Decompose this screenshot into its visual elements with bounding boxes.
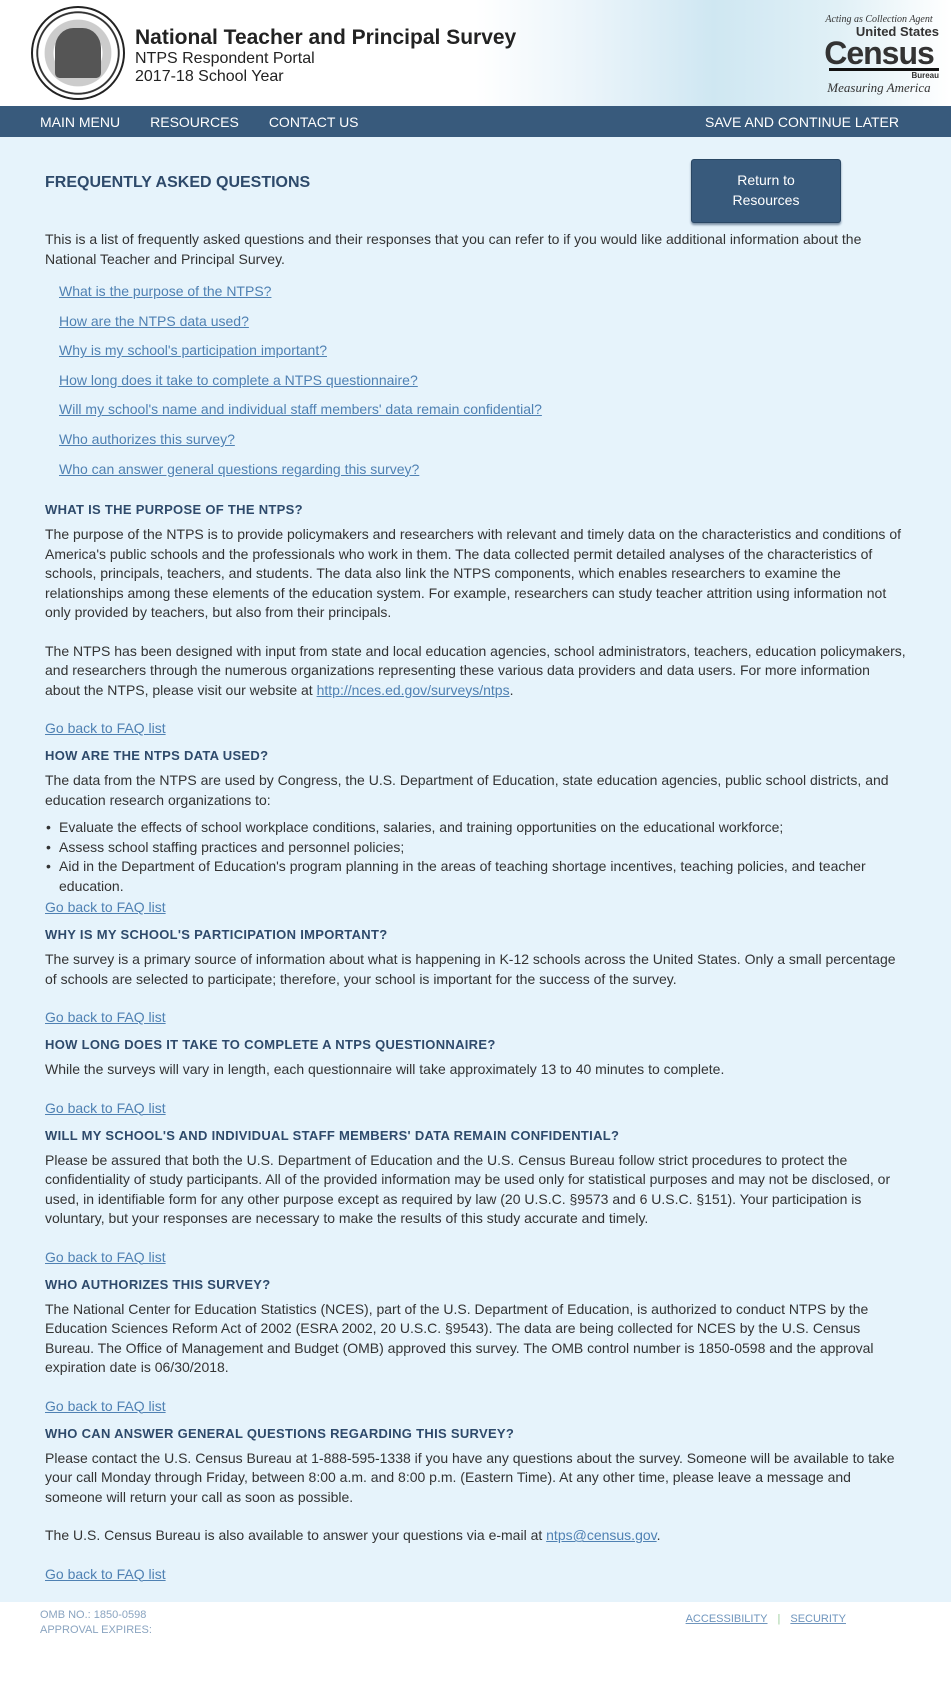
faq-link-purpose[interactable]: What is the purpose of the NTPS? — [59, 283, 272, 299]
section-text: Please be assured that both the U.S. Department of Education and the U.S. Census Bureau follow strict procedures to protect the confidentiality of study participants. All of the provided information may be used only for statistical purposes and may not be disclosed, or used, in identifiable form for any other purpose except as required by law (20 U.S.C. §9573 and 6 U.S.C. §151). Your participation is voluntary, but your responses are necessary to make the results of this study accurate and timely. — [45, 1151, 891, 1227]
omb-number: OMB NO.: 1850-0598 — [40, 1608, 147, 1621]
footer — [0, 1602, 951, 1648]
ntps-website-link[interactable]: http://nces.ed.gov/surveys/ntps — [316, 681, 510, 698]
back-to-faq-link[interactable]: Go back to FAQ list — [45, 1565, 166, 1582]
header — [0, 0, 951, 106]
return-to-resources-button[interactable] — [691, 159, 841, 223]
faq-list — [45, 277, 906, 484]
save-and-continue-later-link[interactable]: SAVE AND CONTINUE LATER — [705, 113, 899, 130]
site-subtitle: NTPS Respondent Portal — [135, 50, 315, 67]
faq-link-participation[interactable]: Why is my school's participation important? — [59, 342, 327, 359]
section-text: Please contact the U.S. Census Bureau at 1-888-595-1338 if you have any questions about the survey. Someone will be available to take your call Monday through Friday, between 8:00 a.m. and 8:00 p.m. (Eastern Time). At any other time, please leave a message and someone will return your call as soon as possible. — [45, 1449, 895, 1505]
section-text: The purpose of the NTPS is to provide policymakers and researchers with relevant and timely data on the characteristics and conditions of America's public schools and the professionals who work in them. The data collected permit detailed analyses of the characteristics of schools, principals, teachers, and students. The data also link the NTPS components, which enables researchers to examine the relationships among these elements of the education system. For example, researchers can study teacher attrition using information not only provided by teachers, but also from their principals. — [45, 526, 901, 621]
button-label-line1: Return to — [737, 172, 795, 188]
back-to-faq-link[interactable]: Go back to FAQ list — [45, 1009, 166, 1026]
logo-measuring-text: Measuring America — [827, 80, 931, 95]
divider: | — [777, 1612, 781, 1625]
text: . — [656, 1527, 661, 1544]
email-link[interactable]: ntps@census.gov — [546, 1527, 657, 1544]
logo-us-text: United States — [855, 24, 939, 39]
intro-text: This is a list of frequently asked questions and their responses that you can refer to if you would like additional information about the National Teacher and Principal Survey. — [45, 231, 862, 267]
section-heading-duration: HOW LONG DOES IT TAKE TO COMPLETE A NTPS QUESTIONNAIRE? — [45, 1037, 496, 1053]
section-heading-authorizes: WHO AUTHORIZES THIS SURVEY? — [45, 1276, 271, 1292]
census-bureau-logo — [819, 14, 939, 96]
approval-expires: APPROVAL EXPIRES: — [40, 1623, 152, 1636]
back-to-faq-link[interactable]: Go back to FAQ list — [45, 1397, 166, 1414]
nav-resources[interactable]: RESOURCES — [150, 113, 239, 130]
site-title: National Teacher and Principal Survey — [135, 26, 517, 49]
back-to-faq-link[interactable]: Go back to FAQ list — [45, 899, 166, 916]
section-heading-purpose: WHAT IS THE PURPOSE OF THE NTPS? — [45, 502, 303, 518]
faq-link-data-used[interactable]: How are the NTPS data used? — [59, 312, 249, 329]
text: The U.S. Census Bureau is also available to answer your questions via e-mail at — [45, 1527, 547, 1544]
list-item: • Aid in the Department of Education's program planning in the areas of teaching shortage incentives, teaching policies, and teacher education. — [59, 857, 906, 896]
faq-link-authorizes[interactable]: Who authorizes this survey? — [59, 430, 235, 447]
nav-main-menu[interactable]: MAIN MENU — [40, 113, 121, 130]
faq-link-confidential[interactable]: Will my school's name and individual staff members' data remain confidential? — [59, 401, 542, 418]
faq-link-duration[interactable]: How long does it take to complete a NTPS questionnaire? — [59, 371, 418, 388]
button-label-line2: Resources — [732, 192, 800, 208]
back-to-faq-link[interactable]: Go back to FAQ list — [45, 1099, 166, 1116]
logo-bureau-text: Bureau — [829, 68, 939, 80]
security-link[interactable]: SECURITY — [790, 1612, 846, 1625]
main-nav — [0, 106, 951, 137]
section-heading-questions: WHO CAN ANSWER GENERAL QUESTIONS REGARDING THIS SURVEY? — [45, 1425, 515, 1441]
uses-list — [45, 818, 906, 896]
text: . — [509, 681, 514, 698]
nav-contact-us[interactable]: CONTACT US — [268, 113, 359, 130]
school-year: 2017-18 School Year — [135, 68, 284, 85]
list-item: • Assess school staffing practices and personnel policies; — [59, 838, 906, 858]
section-text — [45, 1526, 906, 1546]
section-text: While the surveys will vary in length, each questionnaire will take approximately 13 to 40 minutes to complete. — [45, 1061, 725, 1078]
page-title: FREQUENTLY ASKED QUESTIONS — [45, 174, 311, 191]
section-text: The National Center for Education Statistics (NCES), part of the U.S. Department of Education, is authorized to conduct NTPS by the Education Sciences Reform Act of 2002 (ESRA 2002, 20 U.S.C. §9543). The data are being collected for NCES by the U.S. Census Bureau. The Office of Management and Budget (OMB) approved this survey. The OMB control number is 1850-0598 and the approval expiration date is 06/30/2018. — [45, 1300, 874, 1376]
main-content — [0, 137, 951, 1602]
section-text: The survey is a primary source of information about what is happening in K-12 schools across the United States. Only a small percentage of schools are selected to participate; therefore, your school is important for the success of the survey. — [45, 951, 896, 987]
section-text: The data from the NTPS are used by Congress, the U.S. Department of Education, state education agencies, public school districts, and education research organizations to: — [45, 772, 889, 808]
department-of-education-seal-logo — [31, 6, 125, 100]
list-item: • Evaluate the effects of school workplace conditions, salaries, and training opportunities on the educational workforce; — [59, 818, 906, 838]
accessibility-link[interactable]: ACCESSIBILITY — [685, 1612, 768, 1625]
text: The NTPS has been designed with input from state and local education agencies, school administrators, teachers, education policymakers, and researchers through the numerous organizations representing these various data providers and data users. For more information about the NTPS, please visit our website at — [45, 642, 906, 698]
faq-link-questions[interactable]: Who can answer general questions regarding this survey? — [59, 460, 420, 477]
section-heading-confidential: WILL MY SCHOOL'S AND INDIVIDUAL STAFF MEMBERS' DATA REMAIN CONFIDENTIAL? — [45, 1127, 620, 1143]
logo-census-text: Census — [824, 35, 934, 71]
section-text — [45, 642, 906, 701]
section-heading-data-used: HOW ARE THE NTPS DATA USED? — [45, 748, 269, 764]
logo-acting-text: Acting as Collection Agent — [825, 14, 933, 25]
section-heading-participation: WHY IS MY SCHOOL'S PARTICIPATION IMPORTANT? — [45, 927, 388, 943]
back-to-faq-link[interactable]: Go back to FAQ list — [45, 1248, 166, 1265]
back-to-faq-link[interactable]: Go back to FAQ list — [45, 720, 166, 737]
